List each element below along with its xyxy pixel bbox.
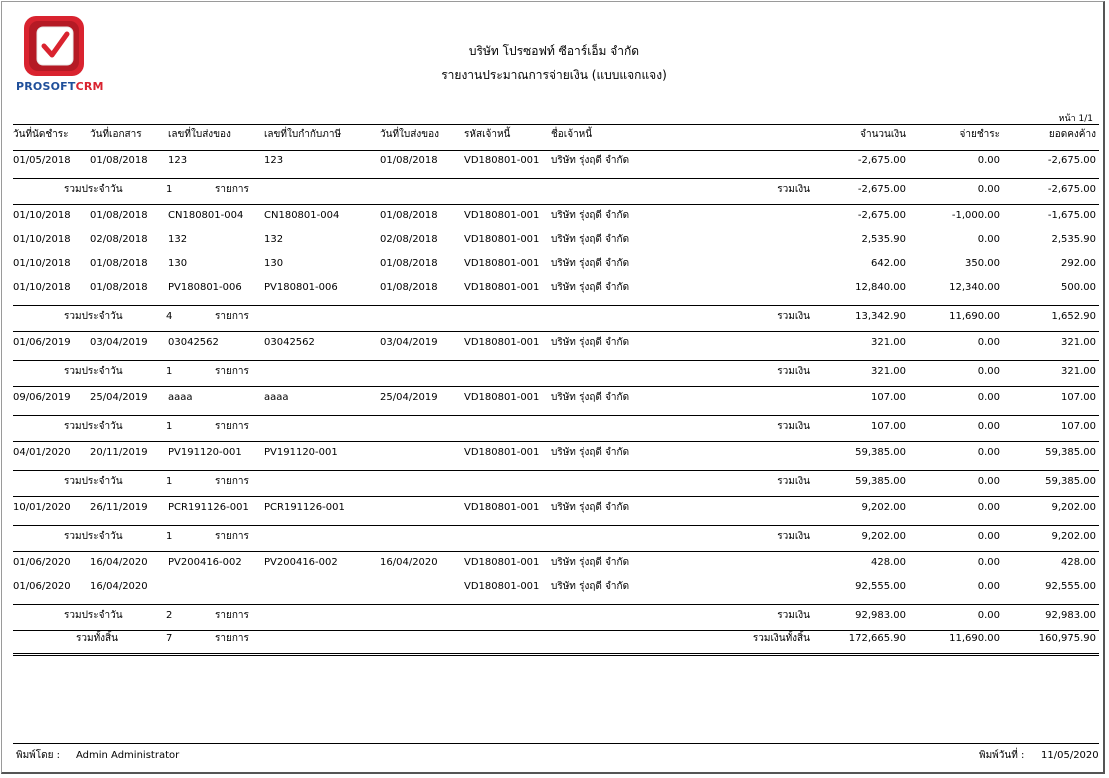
printed-date-label: พิมพ์วันที่ : xyxy=(979,750,1025,761)
day-total-label: รวมประจำวัน xyxy=(64,531,123,542)
subtotal-paid: 0.00 xyxy=(977,476,1000,487)
paid-cell: 0.00 xyxy=(977,155,1000,166)
paid-cell: 0.00 xyxy=(977,581,1000,592)
creditor-name-cell: บริษัท รุ่งฤดี จำกัด xyxy=(551,581,630,592)
sum-label: รวมเงิน xyxy=(777,476,810,487)
items-label: รายการ xyxy=(215,184,249,195)
balance-cell: 59,385.00 xyxy=(1045,447,1096,458)
invoice-date-cell: 02/08/2018 xyxy=(380,234,438,245)
invoice-date-cell: 03/04/2019 xyxy=(380,337,438,348)
due-date-cell: 01/06/2020 xyxy=(13,581,71,592)
due-date-cell: 01/10/2018 xyxy=(13,258,71,269)
doc-date-cell: 16/04/2020 xyxy=(90,581,148,592)
paid-cell: 0.00 xyxy=(977,234,1000,245)
day-total-count: 1 xyxy=(166,421,173,432)
tax-invoice-cell: 03042562 xyxy=(264,337,315,348)
company-name: บริษัท โปรซอฟท์ ซีอาร์เอ็ม จำกัด xyxy=(468,44,640,58)
grand-total-label: รวมทั้งสิ้น xyxy=(76,633,118,644)
subtotal-paid: 0.00 xyxy=(977,421,1000,432)
creditor-name-cell: บริษัท รุ่งฤดี จำกัด xyxy=(551,337,630,348)
logo-wordmark: PROSOFTCRM xyxy=(16,80,104,93)
doc-date-cell: 20/11/2019 xyxy=(90,447,148,458)
group-divider xyxy=(13,551,1099,552)
subtotal-divider xyxy=(13,178,1099,179)
amount-cell: 92,555.00 xyxy=(855,581,906,592)
tax-invoice-cell: PV191120-001 xyxy=(264,447,338,458)
due-date-cell: 01/06/2020 xyxy=(13,557,71,568)
printed-by-label: พิมพ์โดย : xyxy=(16,750,61,761)
creditor-name-cell: บริษัท รุ่งฤดี จำกัด xyxy=(551,210,630,221)
paid-cell: 0.00 xyxy=(977,337,1000,348)
invoice-no-cell: 132 xyxy=(168,234,188,245)
subtotal-balance: 321.00 xyxy=(1061,366,1096,377)
items-label: รายการ xyxy=(215,633,249,644)
day-total-count: 4 xyxy=(166,311,173,322)
sum-label: รวมเงิน xyxy=(777,421,810,432)
day-total-label: รวมประจำวัน xyxy=(64,311,123,322)
doc-date-cell: 25/04/2019 xyxy=(90,392,148,403)
group-divider xyxy=(13,496,1099,497)
amount-cell: 642.00 xyxy=(871,258,906,269)
subtotal-divider xyxy=(13,604,1099,605)
creditor-code-cell: VD180801-001 xyxy=(464,392,540,403)
creditor-name-cell: บริษัท รุ่งฤดี จำกัด xyxy=(551,447,630,458)
paid-cell: 0.00 xyxy=(977,502,1000,513)
subtotal-amount: 13,342.90 xyxy=(855,311,906,322)
subtotal-divider xyxy=(13,305,1099,306)
subtotal-amount: 9,202.00 xyxy=(861,531,906,542)
day-total-label: รวมประจำวัน xyxy=(64,184,123,195)
report-page xyxy=(1,1,1105,774)
printed-date-value: 11/05/2020 xyxy=(1041,750,1099,761)
subtotal-balance: -2,675.00 xyxy=(1047,184,1096,195)
paid-cell: -1,000.00 xyxy=(951,210,1000,221)
creditor-name-cell: บริษัท รุ่งฤดี จำกัด xyxy=(551,258,630,269)
creditor-code-cell: VD180801-001 xyxy=(464,447,540,458)
items-label: รายการ xyxy=(215,531,249,542)
subtotal-divider xyxy=(13,525,1099,526)
invoice-no-cell: CN180801-004 xyxy=(168,210,244,221)
sum-label: รวมเงิน xyxy=(777,184,810,195)
tax-invoice-cell: 132 xyxy=(264,234,284,245)
tax-invoice-cell: CN180801-004 xyxy=(264,210,340,221)
due-date-cell: 01/10/2018 xyxy=(13,282,71,293)
amount-cell: 2,535.90 xyxy=(861,234,906,245)
items-label: รายการ xyxy=(215,366,249,377)
subtotal-amount: -2,675.00 xyxy=(857,184,906,195)
day-total-count: 1 xyxy=(166,366,173,377)
creditor-code-cell: VD180801-001 xyxy=(464,337,540,348)
creditor-name-cell: บริษัท รุ่งฤดี จำกัด xyxy=(551,502,630,513)
subtotal-paid: 0.00 xyxy=(977,366,1000,377)
due-date-cell: 01/10/2018 xyxy=(13,210,71,221)
creditor-code-cell: VD180801-001 xyxy=(464,234,540,245)
grand-amount: 172,665.90 xyxy=(848,633,906,644)
subtotal-balance: 9,202.00 xyxy=(1051,531,1096,542)
column-header: วันที่นัดชำระ xyxy=(13,129,69,140)
invoice-no-cell: PV191120-001 xyxy=(168,447,242,458)
subtotal-paid: 0.00 xyxy=(977,610,1000,621)
invoice-date-cell: 01/08/2018 xyxy=(380,210,438,221)
subtotal-divider xyxy=(13,470,1099,471)
subtotal-amount: 107.00 xyxy=(871,421,906,432)
due-date-cell: 01/05/2018 xyxy=(13,155,71,166)
day-total-count: 1 xyxy=(166,476,173,487)
due-date-cell: 04/01/2020 xyxy=(13,447,71,458)
group-divider xyxy=(13,386,1099,387)
day-total-count: 2 xyxy=(166,610,173,621)
tax-invoice-cell: PV180801-006 xyxy=(264,282,338,293)
amount-cell: 12,840.00 xyxy=(855,282,906,293)
column-header: ยอดคงค้าง xyxy=(1048,129,1096,140)
items-label: รายการ xyxy=(215,476,249,487)
amount-cell: 59,385.00 xyxy=(855,447,906,458)
subtotal-divider xyxy=(13,360,1099,361)
subtotal-amount: 321.00 xyxy=(871,366,906,377)
tax-invoice-cell: 130 xyxy=(264,258,284,269)
paid-cell: 0.00 xyxy=(977,447,1000,458)
day-total-label: รวมประจำวัน xyxy=(64,476,123,487)
header-bottom-divider xyxy=(13,150,1099,151)
doc-date-cell: 01/08/2018 xyxy=(90,258,148,269)
grand-sum-label: รวมเงินทั้งสิ้น xyxy=(752,633,810,644)
doc-date-cell: 01/08/2018 xyxy=(90,155,148,166)
creditor-name-cell: บริษัท รุ่งฤดี จำกัด xyxy=(551,234,630,245)
balance-cell: 292.00 xyxy=(1061,258,1096,269)
grand-balance: 160,975.90 xyxy=(1038,633,1096,644)
invoice-no-cell: aaaa xyxy=(168,392,193,403)
balance-cell: 2,535.90 xyxy=(1051,234,1096,245)
group-divider xyxy=(13,331,1099,332)
balance-cell: 500.00 xyxy=(1061,282,1096,293)
column-header: จำนวนเงิน xyxy=(860,129,906,140)
doc-date-cell: 03/04/2019 xyxy=(90,337,148,348)
subtotal-paid: 11,690.00 xyxy=(949,311,1000,322)
subtotal-amount: 59,385.00 xyxy=(855,476,906,487)
due-date-cell: 09/06/2019 xyxy=(13,392,71,403)
sum-label: รวมเงิน xyxy=(777,366,810,377)
creditor-code-cell: VD180801-001 xyxy=(464,557,540,568)
subtotal-balance: 92,983.00 xyxy=(1045,610,1096,621)
creditor-name-cell: บริษัท รุ่งฤดี จำกัด xyxy=(551,155,630,166)
tax-invoice-cell: PCR191126-001 xyxy=(264,502,345,513)
invoice-no-cell: 03042562 xyxy=(168,337,219,348)
invoice-date-cell: 16/04/2020 xyxy=(380,557,438,568)
invoice-date-cell: 01/08/2018 xyxy=(380,258,438,269)
day-total-label: รวมประจำวัน xyxy=(64,421,123,432)
tax-invoice-cell: PV200416-002 xyxy=(264,557,338,568)
subtotal-balance: 107.00 xyxy=(1061,421,1096,432)
doc-date-cell: 01/08/2018 xyxy=(90,282,148,293)
invoice-date-cell: 01/08/2018 xyxy=(380,155,438,166)
balance-cell: -2,675.00 xyxy=(1047,155,1096,166)
sum-label: รวมเงิน xyxy=(777,610,810,621)
amount-cell: -2,675.00 xyxy=(857,210,906,221)
day-total-count: 1 xyxy=(166,184,173,195)
sum-label: รวมเงิน xyxy=(777,531,810,542)
balance-cell: 9,202.00 xyxy=(1051,502,1096,513)
amount-cell: 9,202.00 xyxy=(861,502,906,513)
group-divider xyxy=(13,441,1099,442)
tax-invoice-cell: aaaa xyxy=(264,392,289,403)
column-header: จ่ายชำระ xyxy=(959,129,1000,140)
day-total-label: รวมประจำวัน xyxy=(64,366,123,377)
creditor-code-cell: VD180801-001 xyxy=(464,210,540,221)
amount-cell: 428.00 xyxy=(871,557,906,568)
balance-cell: 428.00 xyxy=(1061,557,1096,568)
subtotal-balance: 1,652.90 xyxy=(1051,311,1096,322)
amount-cell: 321.00 xyxy=(871,337,906,348)
doc-date-cell: 26/11/2019 xyxy=(90,502,148,513)
items-label: รายการ xyxy=(215,421,249,432)
doc-date-cell: 16/04/2020 xyxy=(90,557,148,568)
invoice-date-cell: 25/04/2019 xyxy=(380,392,438,403)
due-date-cell: 01/06/2019 xyxy=(13,337,71,348)
report-title: รายงานประมาณการจ่ายเงิน (แบบแจกแจง) xyxy=(441,68,667,82)
group-divider xyxy=(13,630,1099,631)
sum-label: รวมเงิน xyxy=(777,311,810,322)
subtotal-paid: 0.00 xyxy=(977,184,1000,195)
creditor-code-cell: VD180801-001 xyxy=(464,282,540,293)
subtotal-divider xyxy=(13,415,1099,416)
creditor-code-cell: VD180801-001 xyxy=(464,258,540,269)
column-header: วันที่เอกสาร xyxy=(90,129,142,140)
paid-cell: 0.00 xyxy=(977,392,1000,403)
printed-by-value: Admin Administrator xyxy=(76,750,180,761)
creditor-name-cell: บริษัท รุ่งฤดี จำกัด xyxy=(551,392,630,403)
column-header: เลขที่ใบส่งของ xyxy=(168,129,231,140)
subtotal-paid: 0.00 xyxy=(977,531,1000,542)
balance-cell: 92,555.00 xyxy=(1045,581,1096,592)
due-date-cell: 01/10/2018 xyxy=(13,234,71,245)
paid-cell: 12,340.00 xyxy=(949,282,1000,293)
page-number: หน้า 1/1 xyxy=(1058,114,1093,124)
header-top-divider xyxy=(13,124,1099,125)
creditor-code-cell: VD180801-001 xyxy=(464,502,540,513)
balance-cell: 321.00 xyxy=(1061,337,1096,348)
due-date-cell: 10/01/2020 xyxy=(13,502,71,513)
amount-cell: 107.00 xyxy=(871,392,906,403)
items-label: รายการ xyxy=(215,610,249,621)
doc-date-cell: 02/08/2018 xyxy=(90,234,148,245)
day-total-count: 1 xyxy=(166,531,173,542)
creditor-name-cell: บริษัท รุ่งฤดี จำกัด xyxy=(551,557,630,568)
day-total-label: รวมประจำวัน xyxy=(64,610,123,621)
invoice-no-cell: PCR191126-001 xyxy=(168,502,249,513)
creditor-name-cell: บริษัท รุ่งฤดี จำกัด xyxy=(551,282,630,293)
invoice-no-cell: PV180801-006 xyxy=(168,282,242,293)
creditor-code-cell: VD180801-001 xyxy=(464,155,540,166)
column-header: ชื่อเจ้าหนี้ xyxy=(551,129,593,140)
grand-paid: 11,690.00 xyxy=(949,633,1000,644)
balance-cell: 107.00 xyxy=(1061,392,1096,403)
invoice-no-cell: 123 xyxy=(168,155,188,166)
column-header: รหัสเจ้าหนี้ xyxy=(464,129,511,140)
invoice-date-cell: 01/08/2018 xyxy=(380,282,438,293)
footer-divider xyxy=(13,743,1099,744)
doc-date-cell: 01/08/2018 xyxy=(90,210,148,221)
paid-cell: 0.00 xyxy=(977,557,1000,568)
balance-cell: -1,675.00 xyxy=(1047,210,1096,221)
amount-cell: -2,675.00 xyxy=(857,155,906,166)
invoice-no-cell: PV200416-002 xyxy=(168,557,242,568)
grand-total-count: 7 xyxy=(166,633,173,644)
tax-invoice-cell: 123 xyxy=(264,155,284,166)
subtotal-balance: 59,385.00 xyxy=(1045,476,1096,487)
invoice-no-cell: 130 xyxy=(168,258,188,269)
column-header: วันที่ใบส่งของ xyxy=(380,129,439,140)
column-header: เลขที่ใบกำกับภาษี xyxy=(264,129,342,140)
creditor-code-cell: VD180801-001 xyxy=(464,581,540,592)
subtotal-amount: 92,983.00 xyxy=(855,610,906,621)
paid-cell: 350.00 xyxy=(965,258,1000,269)
items-label: รายการ xyxy=(215,311,249,322)
group-divider xyxy=(13,204,1099,205)
grand-total-double-divider xyxy=(13,653,1099,656)
